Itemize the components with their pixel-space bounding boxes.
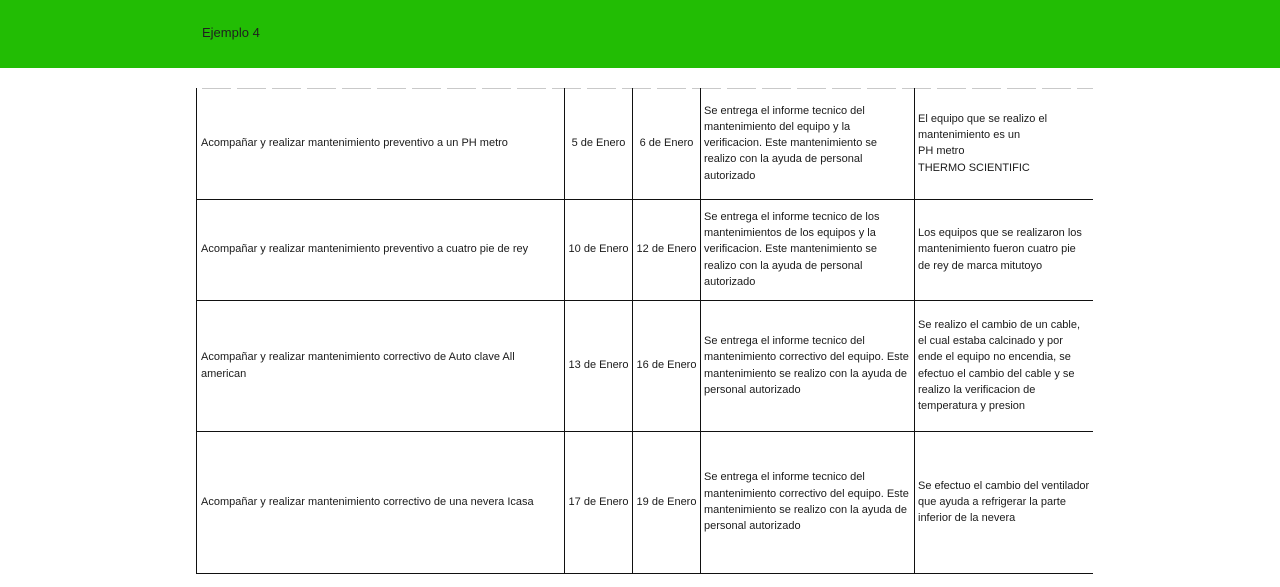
observations-cell: Se efectuo el cambio del ventilador que ayuda a refrigerar la parte inferior de la nevera: [915, 431, 1094, 573]
table-row: [197, 199, 1094, 300]
page-title: Ejemplo 4: [202, 25, 260, 40]
deliverable-cell: Se entrega el informe tecnico del mantenimiento correctivo del equipo. Este mantenimiento se realizo con la ayuda de personal autorizado: [701, 300, 915, 431]
end-date-cell: 6 de Enero: [633, 88, 701, 199]
end-date-cell: 19 de Enero: [633, 431, 701, 573]
end-date-cell: 16 de Enero: [633, 300, 701, 431]
observations-cell: Los equipos que se realizaron los mantenimiento fueron cuatro pie de rey de marca mitutoyo: [915, 199, 1094, 300]
end-date-cell: 12 de Enero: [633, 199, 701, 300]
deliverable-cell: Se entrega el informe tecnico del mantenimiento del equipo y la verificacion. Este mantenimiento se realizo con la ayuda de personal autorizado: [701, 88, 915, 199]
start-date-cell: 10 de Enero: [565, 199, 633, 300]
deliverable-cell: Se entrega el informe tecnico de los mantenimientos de los equipos y la verificacion. Este mantenimiento se realizo con la ayuda de personal autorizado: [701, 199, 915, 300]
observations-cell: Se realizo el cambio de un cable, el cual estaba calcinado y por ende el equipo no encendia, se efectuo el cambio del cable y se realizo la verificacion de temperatura y presion: [915, 300, 1094, 431]
activity-cell: Acompañar y realizar mantenimiento correctivo de Auto clave All american: [197, 300, 565, 431]
document-page: [196, 68, 1093, 587]
maintenance-table: [196, 88, 1093, 574]
deliverable-cell: Se entrega el informe tecnico del mantenimiento correctivo del equipo. Este mantenimiento se realizo con la ayuda de personal autorizado: [701, 431, 915, 573]
table-row: [197, 431, 1094, 573]
start-date-cell: 5 de Enero: [565, 88, 633, 199]
activity-cell: Acompañar y realizar mantenimiento preventivo a un PH metro: [197, 88, 565, 199]
observations-cell: El equipo que se realizo el mantenimiento es un PH metro THERMO SCIENTIFIC: [915, 88, 1094, 199]
start-date-cell: 13 de Enero: [565, 300, 633, 431]
table-row: [197, 88, 1094, 199]
start-date-cell: 17 de Enero: [565, 431, 633, 573]
activity-cell: Acompañar y realizar mantenimiento correctivo de una nevera Icasa: [197, 431, 565, 573]
top-header-bar: [0, 0, 1280, 68]
table-row: [197, 300, 1094, 431]
activity-cell: Acompañar y realizar mantenimiento preventivo a cuatro pie de rey: [197, 199, 565, 300]
